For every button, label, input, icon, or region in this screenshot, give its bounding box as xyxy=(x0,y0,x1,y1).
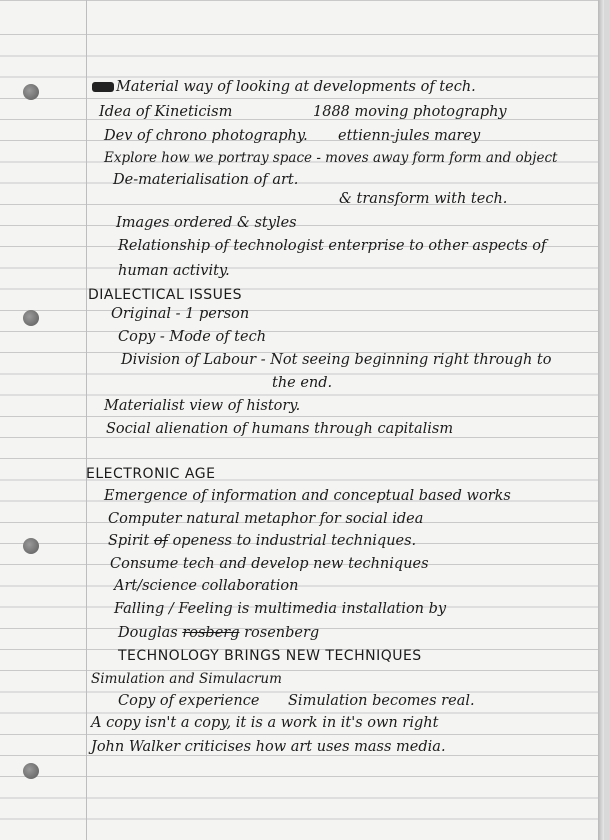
note-line: the end. xyxy=(272,375,333,391)
note-line: Art/science collaboration xyxy=(114,578,299,594)
note-line: Explore how we portray space - moves away form form and object xyxy=(104,150,558,166)
note-line: Simulation and Simulacrum xyxy=(91,671,282,687)
note-text: Simulation becomes real. xyxy=(288,693,475,709)
note-line: Consume tech and develop new techniques xyxy=(110,556,429,572)
note-line: Emergence of information and conceptual based works xyxy=(104,488,511,504)
note-line: Douglas rosberg rosenberg xyxy=(118,625,320,641)
note-line: & transform with tech. xyxy=(339,191,508,207)
note-text: ettienn-jules marey xyxy=(338,128,481,144)
note-line: Images ordered & styles xyxy=(116,215,297,231)
note-line: Falling / Feeling is multimedia installation by xyxy=(114,601,447,617)
note-text: Copy of experience xyxy=(118,693,260,709)
note-line xyxy=(99,103,507,121)
section-heading: TECHNOLOGY BRINGS NEW TECHNIQUES xyxy=(118,648,422,664)
page-edge xyxy=(598,0,604,840)
note-line: A copy isn't a copy, it is a work in it's own right xyxy=(91,715,439,731)
note-text: Idea of Kineticism xyxy=(99,104,233,120)
scribble-mark xyxy=(92,82,114,92)
crossed-out-word: rosberg xyxy=(182,625,240,641)
punch-hole xyxy=(23,84,39,100)
note-line: Materialist view of history. xyxy=(104,398,301,414)
note-line: human activity. xyxy=(118,263,230,279)
note-line: John Walker criticises how art uses mass media. xyxy=(91,739,446,755)
note-line: Spirit of openess to industrial techniques. xyxy=(108,533,417,549)
margin-line xyxy=(86,0,87,840)
note-line: Copy - Mode of tech xyxy=(118,329,267,345)
note-line: Computer natural metaphor for social idea xyxy=(108,511,424,527)
note-line xyxy=(104,127,481,145)
punch-hole xyxy=(23,763,39,779)
note-text: 1888 moving photography xyxy=(313,104,507,120)
note-line: De-materialisation of art. xyxy=(113,172,299,188)
section-heading: DIALECTICAL ISSUES xyxy=(88,287,243,303)
punch-hole xyxy=(23,538,39,554)
note-line xyxy=(92,78,476,96)
note-text: Material way of looking at developments of tech. xyxy=(116,79,476,95)
note-text: Dev of chrono photography. xyxy=(104,128,308,144)
note-line: Division of Labour - Not seeing beginning right through to xyxy=(121,352,552,368)
note-line xyxy=(118,692,475,710)
punch-hole xyxy=(23,310,39,326)
section-heading: ELECTRONIC AGE xyxy=(86,466,216,482)
note-line: Relationship of technologist enterprise to other aspects of xyxy=(118,238,547,254)
note-line: Social alienation of humans through capitalism xyxy=(106,421,454,437)
crossed-out-word: of xyxy=(153,533,168,549)
note-line: Original - 1 person xyxy=(111,306,250,322)
